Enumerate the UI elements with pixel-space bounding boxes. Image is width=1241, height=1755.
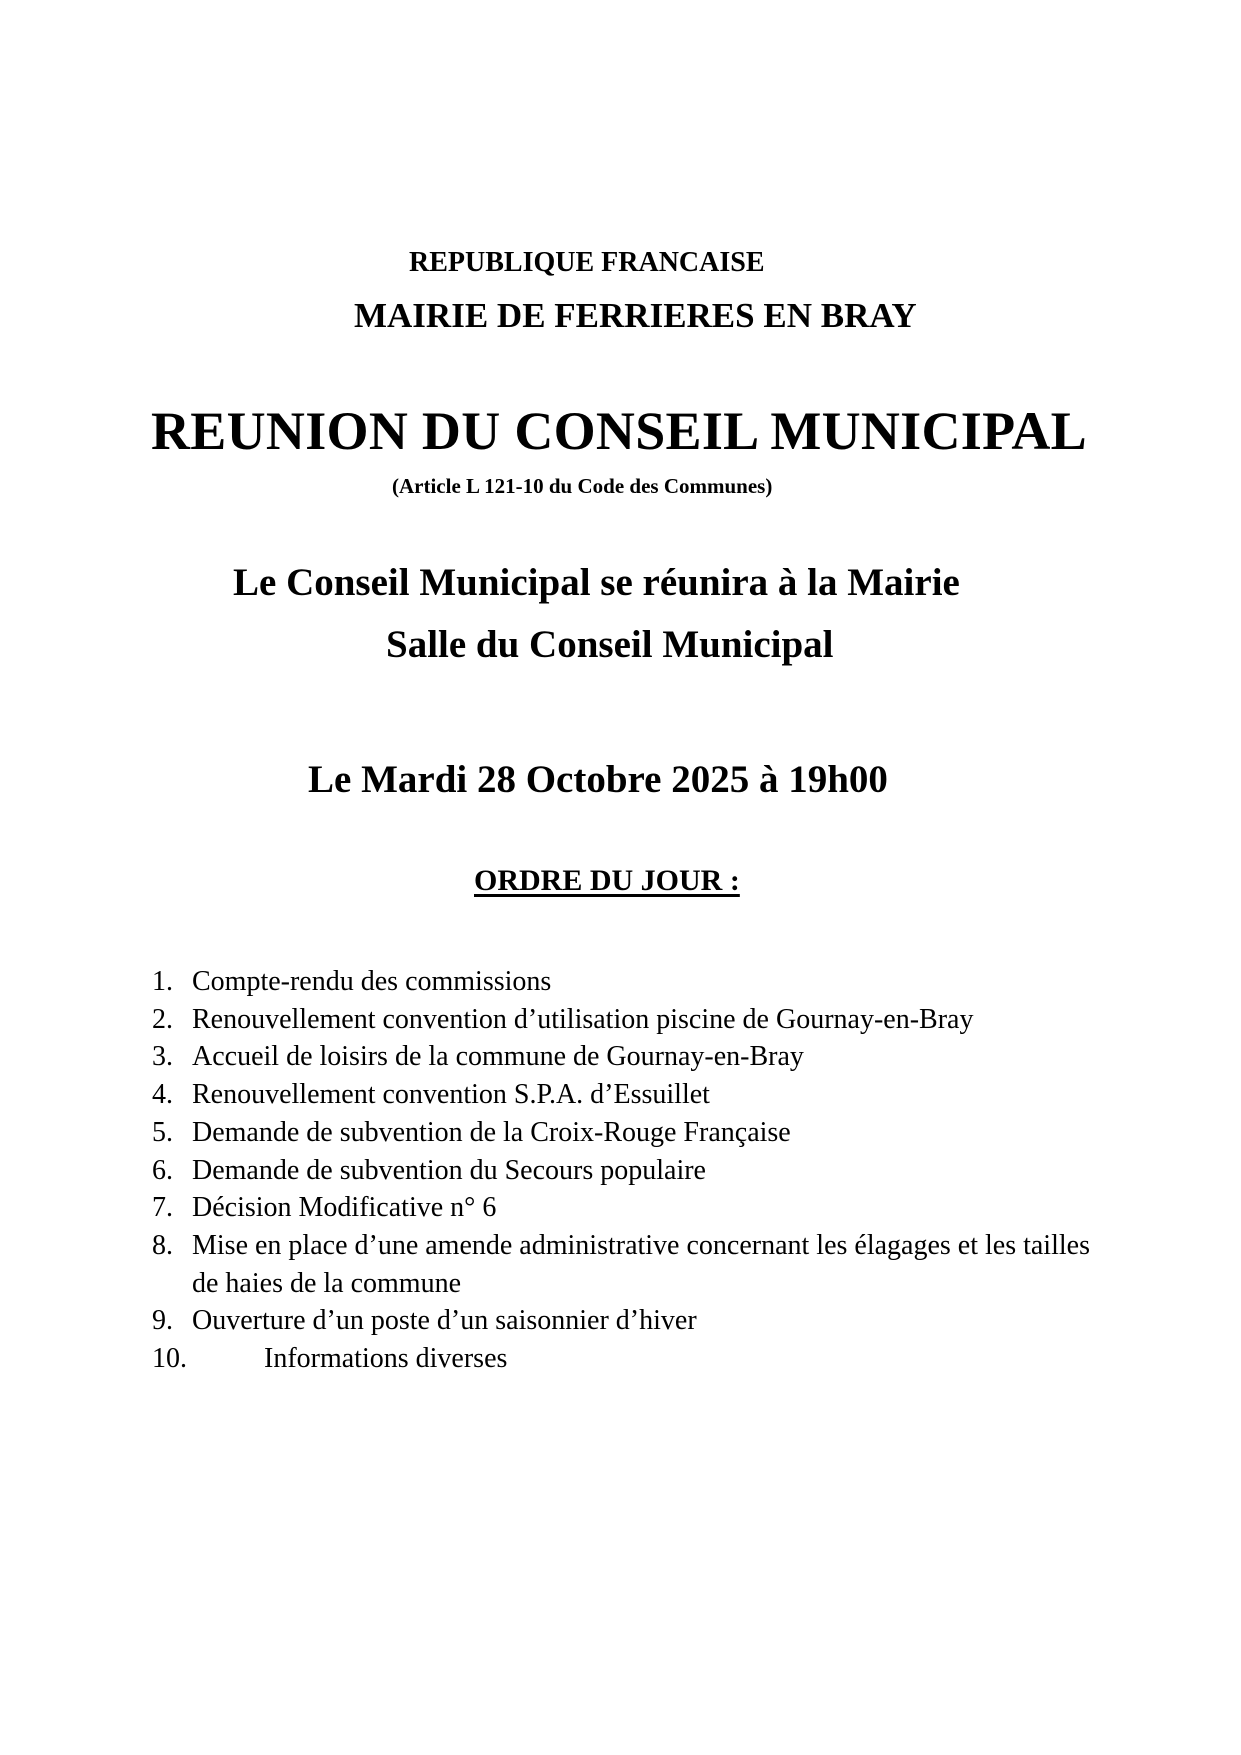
meeting-date: Le Mardi 28 Octobre 2025 à 19h00 xyxy=(308,758,888,801)
header-republique: REPUBLIQUE FRANCAISE xyxy=(409,247,765,278)
agenda-item-text: Décision Modificative n° 6 xyxy=(192,1192,497,1224)
agenda-item xyxy=(152,1152,1112,1190)
agenda-item-text: Compte-rendu des commissions xyxy=(192,966,552,997)
agenda-item-text: Ouverture d’un poste d’un saisonnier d’hiver xyxy=(192,1305,697,1337)
agenda-item-number: 8. xyxy=(152,1229,173,1261)
agenda-item-text: Accueil de loisirs de la commune de Gournay-en-Bray xyxy=(192,1041,804,1073)
agenda-item-number: 10. xyxy=(152,1343,187,1375)
location-line-1: Le Conseil Municipal se réunira à la Mairie xyxy=(233,561,960,604)
agenda-item xyxy=(152,1227,1112,1302)
agenda-item-text: Mise en place d’une amende administrative concernant les élagages et les tailles de haies de la commune xyxy=(192,1229,1090,1299)
page-title: REUNION DU CONSEIL MUNICIPAL xyxy=(151,401,1087,461)
agenda-item xyxy=(152,1038,1112,1076)
agenda-item-number: 6. xyxy=(152,1154,173,1186)
article-reference: (Article L 121-10 du Code des Communes) xyxy=(392,474,773,498)
agenda-item xyxy=(152,1340,1112,1378)
agenda-item-number: 2. xyxy=(152,1003,173,1035)
agenda-item-text: Informations diverses xyxy=(264,1343,508,1375)
agenda-item xyxy=(152,1114,1112,1152)
agenda-item xyxy=(152,963,1112,1001)
agenda-item-text: Renouvellement convention d’utilisation piscine de Gournay-en-Bray xyxy=(192,1003,974,1035)
location-line-2: Salle du Conseil Municipal xyxy=(386,623,834,666)
agenda-item-text: Renouvellement convention S.P.A. d’Essuillet xyxy=(192,1079,710,1111)
agenda-item-number: 5. xyxy=(152,1116,173,1148)
agenda-item xyxy=(152,1076,1112,1114)
agenda-item-text: Demande de subvention de la Croix-Rouge Française xyxy=(192,1116,791,1148)
agenda-item-number: 4. xyxy=(152,1079,173,1111)
agenda-item-text: Demande de subvention du Secours populaire xyxy=(192,1154,706,1186)
agenda-item xyxy=(152,1189,1112,1227)
agenda-item xyxy=(152,1001,1112,1039)
agenda-item-number: 3. xyxy=(152,1041,173,1073)
agenda-item-number: 7. xyxy=(152,1192,173,1224)
agenda-item xyxy=(152,1302,1112,1340)
header-mairie: MAIRIE DE FERRIERES EN BRAY xyxy=(354,296,917,335)
agenda-heading: ORDRE DU JOUR : xyxy=(474,864,740,897)
agenda-list xyxy=(152,963,1112,1378)
agenda-item-number: 9. xyxy=(152,1305,173,1337)
agenda-item-number: 1. xyxy=(152,966,173,997)
